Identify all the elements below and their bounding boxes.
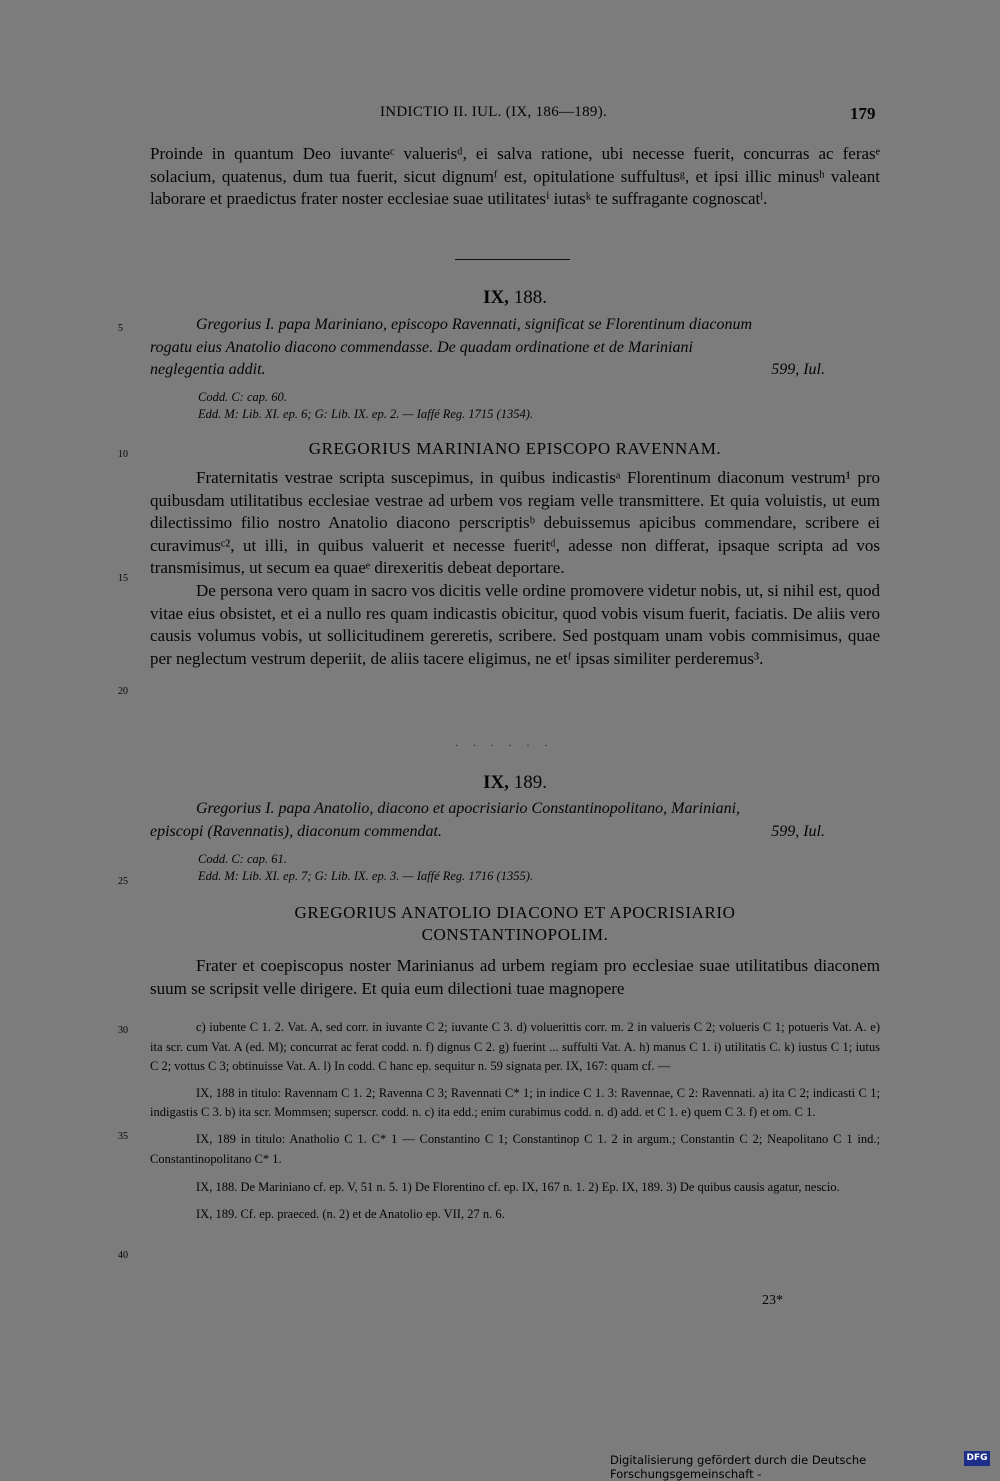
line-number-5: 5	[118, 323, 123, 334]
note-block-4: IX, 188. De Mariniano cf. ep. V, 51 n. 5. 1) De Florentino cf. ep. IX, 167 n. 1. 2) Ep. IX, 189. 3) De quibus causis agatur, nescio.	[196, 1180, 840, 1195]
line-number-40: 40	[118, 1250, 128, 1261]
funding-banner: Digitalisierung gefördert durch die Deutsche Forschungsgemeinschaft -	[610, 1453, 867, 1481]
note-block-2: IX, 188 in titulo: Ravennam C 1. 2; Ravenna C 3; Ravennati C* 1; in indice C 1. 3: Ravennae, C 2: Ravennati. a) ita C 2; indicasti C 1; indigastis C 3. b) ita scr. Mommsen; superscr. codd. n. c) ita edd.; enim curabimus codd. n. d) add. et C 1. e) quem C 3. f) et om. C 1.	[150, 1085, 880, 1120]
note-block-3: IX, 189 in titulo: Anatholio C 1. C* 1 — Constantino C 1; Constantinop C 1. 2 in argum.; Constantin C 2; Neapolitano C 1 ind.; Constantinopolitano C* 1.	[150, 1131, 880, 1166]
letter-188-paragraph-1: Fraternitatis vestrae scripta suscepimus, in quibus indicastisᵃ Florentinum diaconum vestrum¹ pro quibusdam utilitatibus ecclesiae vestrae ad urbem vos regiam velle transmittere. Et quia voluistis, ut eum dilectissimo filio nostro Anatolio diacono perscriptisᵇ debuissemus apicibus commendare, scribere ei curavimusᶜ², ut illi, in quibus valuerit et necesse fueritᵈ, adesse non differat, ipsaque scripta ad vos transmisimus, ut secum ea quaeᵉ direxeritis debeat deportare.	[150, 468, 880, 578]
line-number-30: 30	[118, 1025, 128, 1036]
letter-189-body	[150, 955, 880, 1000]
signature-mark: 23*	[762, 1293, 783, 1308]
letter-189-edd: Edd. M: Lib. XI. ep. 7; G: Lib. IX. ep. 3. — Iaffé Reg. 1716 (1355).	[198, 869, 534, 883]
page-number: 179	[850, 104, 876, 123]
letter-189-heading: GREGORIUS ANATOLIO DIACONO ET APOCRISIARIO CONSTANTINOPOLIM.	[294, 903, 736, 944]
letter-188-regest: Gregorius I. papa Mariniano, episcopo Ravennati, significat se Florentinum diaconum rogatu eius Anatolio diacono commendasse. De quadam ordinatione et de Mariniani neglegentia addit. 599, Iul.	[150, 314, 880, 382]
letter-189-paragraph-1: Frater et coepiscopus noster Marinianus ad urbem regiam pro ecclesiae suae utilitatibus diaconem suum se scripsit velle dirigere. Et quia eum dilectioni tuae magnopere	[150, 956, 880, 998]
running-head: INDICTIO II. IUL. (IX, 186—189).	[380, 104, 608, 120]
line-number-15: 15	[118, 573, 128, 584]
line-number-35: 35	[118, 1131, 128, 1142]
intro-paragraph: Proinde in quantum Deo iuvanteᶜ valuerisᵈ, ei salva ratione, ubi necesse fuerit, concurras ac ferasᵉ solacium, quatenus, dum tua fuerit, sicut dignumᶠ est, opitulatione suffultusᵍ, et ipsi illic minusʰ valeant laborare et praedictus frater noster ecclesiae suae utilitatesⁱ iutasᵏ te suffragante cognoscatˡ.	[150, 144, 880, 209]
line-number-25: 25	[118, 876, 128, 887]
section-divider	[455, 259, 570, 260]
letter-188-number: IX, 188.	[483, 287, 547, 308]
section-divider-dotted: · · · · · ·	[455, 741, 554, 752]
letter-188-edd: Edd. M: Lib. XI. ep. 6; G: Lib. IX. ep. 2. — Iaffé Reg. 1715 (1354).	[198, 407, 534, 421]
letter-188-date: 599, Iul.	[771, 361, 825, 379]
intro-paragraph-block	[150, 143, 880, 211]
letter-189-sources	[198, 851, 533, 885]
letter-189-number: IX, 189.	[483, 772, 547, 793]
critical-apparatus	[150, 1018, 880, 1224]
letter-188-body	[150, 467, 880, 670]
letter-189-codd: Codd. C: cap. 61.	[198, 852, 287, 866]
dfg-logo: DFG	[964, 1451, 990, 1466]
line-number-20: 20	[118, 686, 128, 697]
note-block-1: c) iubente C 1. 2. Vat. A, sed corr. in iuvante C 2; iuvante C 3. d) voluerittis corr. m. 2 in valueris C 2; volueris C 1; potueris Vat. A. e) ita scr. cum Vat. A (ed. M); concurrat ac ferat codd. n. f) dignus C 2. g) fuerint ... suffulti Vat. A. h) manus C 1. i) utilitatis C. k) iustus C 1; iutus C 2; vottus C 3; obtinuisse Vat. A. l) In codd. C hanc ep. sequitur n. 59 signata per. IX, 167: quam cf. —	[150, 1020, 880, 1074]
letter-188-sources	[198, 389, 533, 423]
line-number-10: 10	[118, 449, 128, 460]
letter-189-date: 599, Iul.	[771, 822, 825, 840]
letter-188-heading: GREGORIUS MARINIANO EPISCOPO RAVENNAM.	[308, 439, 722, 458]
letter-189-regest: Gregorius I. papa Anatolio, diacono et apocrisiario Constantinopolitano, Mariniani, episcopi (Ravennatis), diaconum commendat. 599, Iul.	[150, 798, 880, 843]
letter-188-codd: Codd. C: cap. 60.	[198, 390, 287, 404]
note-block-5: IX, 189. Cf. ep. praeced. (n. 2) et de Anatolio ep. VII, 27 n. 6.	[196, 1206, 505, 1221]
letter-188-paragraph-2: De persona vero quam in sacro vos dicitis velle ordine promovere videtur nobis, ut, si nihil est, quod vitae eius obsistet, et ei a nullo res quam indicastis obicitur, quod vobis visum fuerit, faciatis. De aliis vero causis volumus vobis, ut sollicitudinem gereretis, scribere. Sed postquam unam vobis commisimus, quae per neglectum vestrum deperiit, de aliis tacere eligimus, ne etᶠ ipsas similiter perderemus³.	[150, 580, 880, 668]
